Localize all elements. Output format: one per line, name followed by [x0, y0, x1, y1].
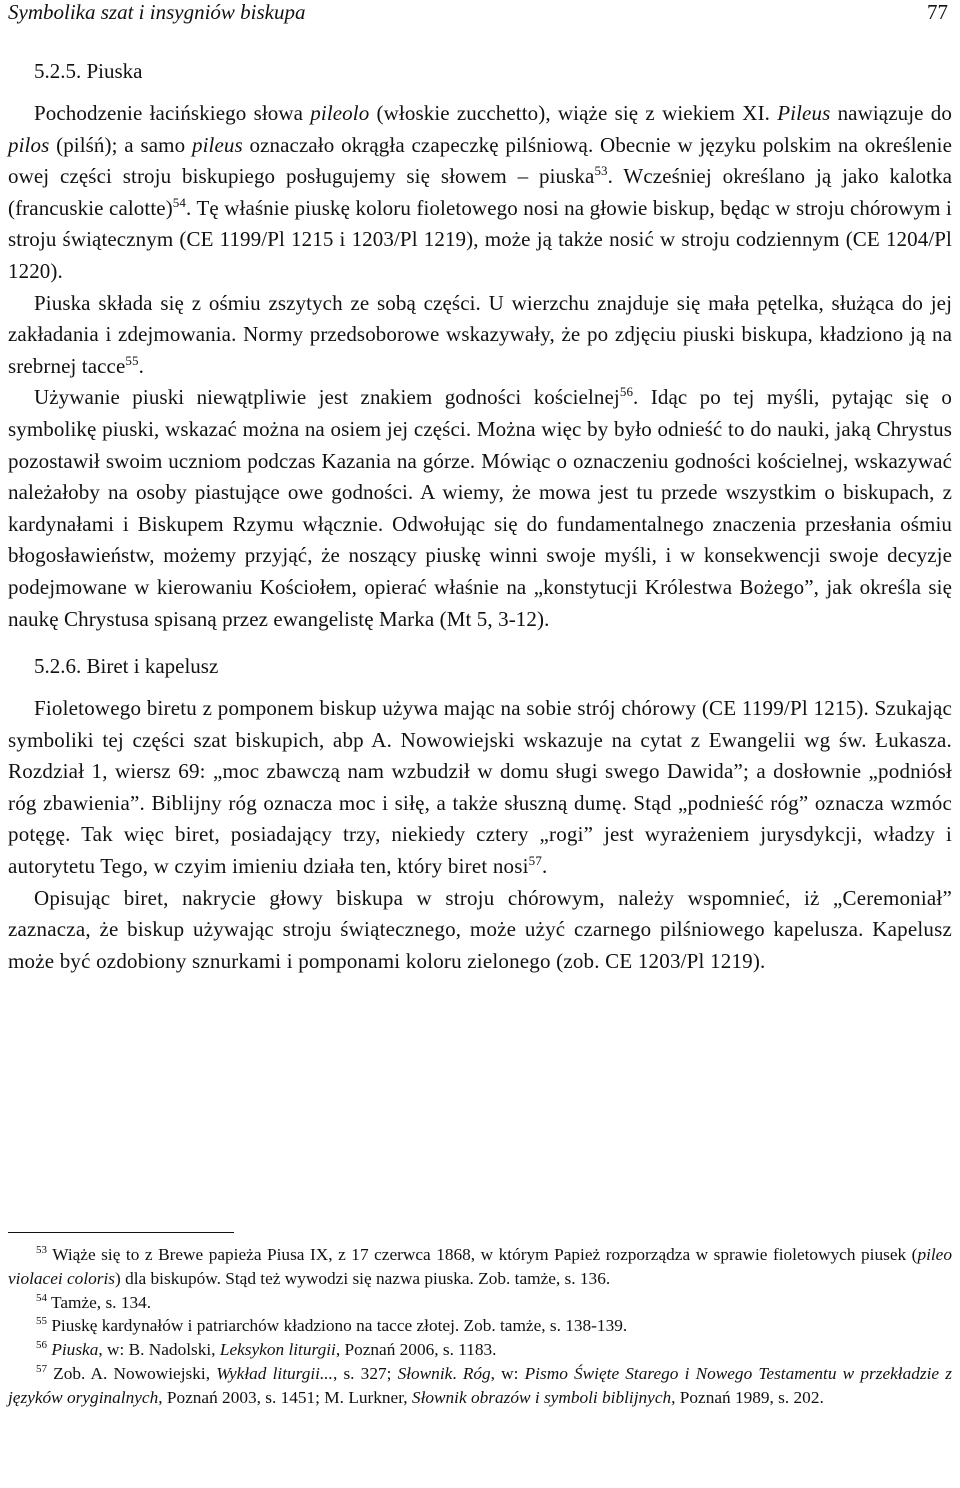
text-run: , Poznań 1989, s. 202. — [671, 1387, 824, 1407]
text-run: . Idąc po tej myśli, pytając się o symbolikę piuski, wskazać można na osiem jej części. Można więc by było odnieść to do nauki, jaką Chrystus pozostawił swoim uczniom podczas Kazania na górze. Mówiąc o oznaczeniu godności kościelnej, wskazywać należałoby na osoby piastujące owe godności. A wiemy, że mowa jest tu przede wszystkim o biskupach, z kardynałami i Biskupem Rzymu włącznie. Odwołując się do fundamentalnego znaczenia przesłania ośmiu błogosławieństw, możemy przyjąć, że noszący piuskę winni swoje myśli, i w konsekwencji swoje decyzje podejmowane w kierowaniu Kościołem, opierać właśnie na „konstytucji Królestwa Bożego”, jak określa się naukę Chrystusa spisaną przez ewangelistę Marka (Mt 5, 3-12). — [8, 385, 952, 631]
footnote-54 — [8, 1291, 952, 1315]
footnote-number: 54 — [36, 1291, 47, 1304]
page-number: 77 — [927, 0, 948, 24]
italic-title: Słownik obrazów i symboli biblijnych — [411, 1387, 672, 1407]
latin-term: pileus — [191, 132, 243, 157]
text-run: Zob. A. Nowowiejski, — [47, 1363, 217, 1383]
paragraph-biret — [8, 693, 952, 883]
text-run: , s. 327; — [332, 1363, 398, 1383]
italic-title: Wykład liturgii... — [216, 1363, 333, 1383]
italic-title: Leksykon liturgii — [219, 1340, 336, 1360]
section-heading-piuska: 5.2.5. Piuska — [34, 59, 143, 83]
latin-term: Pileus — [777, 101, 831, 125]
text-run: Piuska składa się z ośmiu zszytych ze sobą części. U wierzchu znajduje się mała pętelka, służąca do jej zakładania i zdejmowania. Normy przedsoborowe wskazywały, że po zdjęciu piuski biskupa, kładziono ją na srebrnej tacce — [8, 290, 952, 378]
main-text — [8, 40, 952, 977]
footnote-53 — [8, 1243, 952, 1291]
italic-title: Piuska — [51, 1340, 99, 1360]
footnote-ref-56[interactable]: 56 — [619, 384, 634, 400]
footnote-ref-54[interactable]: 54 — [172, 194, 186, 210]
paragraph-piuska-origin — [8, 98, 952, 288]
running-title: Symbolika szat i insygniów biskupa — [8, 0, 306, 24]
footnote-number: 57 — [36, 1363, 47, 1376]
footnote-ref-57[interactable]: 57 — [528, 853, 543, 869]
text-run: Fioletowego biretu z pomponem biskup używa mając na sobie strój chórowy (CE 1199/Pl 1215). Szukając symboliki tej części szat biskupich, abp A. Nowowiejski wskazuje na cytat z Ewangelii wg św. Łukasza. Rozdział 1, wiersz 69: „moc zbawczą nam wzbudził w domu sługi swego Dawida”; a dosłownie „podniósł róg zbawienia”. Biblijny róg oznacza moc i siłę, a także słuszną dumę. Stąd „podnieść róg” oznacza wzmóc potęgę. Tak więc biret, posiadający trzy, niekiedy cztery „rogi” jest wyrażeniem jurysdykcji, władzy i autorytetu Tego, w czyim imieniu działa ten, który biret nosi — [8, 696, 952, 879]
footnote-55 — [8, 1314, 952, 1338]
footnote-divider — [8, 1232, 234, 1233]
text-run: Wiąże się to z Brewe papieża Piusa IX, z 17 czerwca 1868, w którym Papież rozporządza w sprawie fioletowych piusek ( — [47, 1245, 918, 1264]
text-run: , w: B. Nadolski, — [98, 1340, 220, 1360]
latin-term: pileolo — [310, 101, 370, 125]
text-run: . — [542, 854, 548, 879]
footnote-ref-53[interactable]: 53 — [594, 163, 608, 179]
text-run: . Tę właśnie piuskę koloru fioletowego nosi na głowie biskup, będąc w stroju chórowym i stroju świątecznym (CE 1199/Pl 1215 i 1203/Pl 1219), może ją także nosić w stroju codziennym (CE 1204/Pl 1220). — [8, 195, 952, 283]
footnote-ref-55[interactable]: 55 — [125, 352, 139, 368]
text-run: . — [138, 353, 144, 378]
greek-term: pilos — [8, 132, 50, 157]
italic-title: Róg — [462, 1363, 491, 1383]
footnote-56 — [8, 1338, 952, 1362]
text-run: Piuskę kardynałów i patriarchów kładziono na tacce złotej. Zob. tamże, s. 138-139. — [47, 1316, 628, 1336]
text-run: . Wcześniej określano ją jako kalotka (francuskie calotte) — [8, 164, 953, 220]
footnote-number: 55 — [36, 1315, 47, 1328]
text-run: . — [452, 1363, 463, 1383]
text-run: nawiązuje do — [830, 101, 953, 125]
text-run: , w: — [490, 1363, 525, 1383]
italic-title: Pismo Święte Starego i Nowego Testamentu w przekładzie z języków oryginalnych — [8, 1363, 952, 1407]
text-run: , Poznań 2006, s. 1183. — [335, 1340, 497, 1360]
paragraph-piuska-parts — [8, 288, 952, 383]
paragraph-kapelusz: Opisując biret, nakrycie głowy biskupa w stroju chórowym, należy wspomnieć, iż „Ceremoniał” zaznacza, że biskup używając stroju świątecznego, może użyć czarnego pilśniowego kapelusza. Kapelusz może być ozdobiony sznurkami i pomponami koloru zielonego (zob. CE 1203/Pl 1219). — [8, 885, 952, 973]
text-run: Tamże, s. 134. — [47, 1292, 152, 1312]
text-run: oznaczało okrągła czapeczkę pilśniową. Obecnie w języku polskim na określenie owej części stroju biskupiego posługujemy się słowem – piuska — [8, 132, 953, 189]
section-heading-biret: 5.2.6. Biret i kapelusz — [34, 654, 219, 679]
text-run: (pilśń); a samo — [49, 132, 192, 157]
footnote-57 — [8, 1362, 952, 1410]
text-run: (włoskie zucchetto), wiąże się z wiekiem XI. — [369, 101, 778, 125]
footnote-number: 56 — [36, 1339, 47, 1352]
paragraph-piuska-symbolism — [8, 382, 952, 635]
latin-term: pileo violacei coloris — [8, 1245, 952, 1288]
text-run: , Poznań 2003, s. 1451; M. Lurkner, — [158, 1387, 412, 1407]
footnotes — [8, 1243, 952, 1410]
text-run: Używanie piuski niewątpliwie jest znakiem godności kościelnej — [34, 385, 620, 410]
text-run: Pochodzenie łacińskiego słowa — [34, 101, 311, 125]
italic-title: Słownik — [397, 1363, 453, 1383]
running-header — [8, 0, 948, 32]
text-run: ) dla biskupów. Stąd też wywodzi się nazwa piuska. Zob. tamże, s. 136. — [115, 1268, 611, 1288]
footnote-number: 53 — [36, 1244, 47, 1257]
